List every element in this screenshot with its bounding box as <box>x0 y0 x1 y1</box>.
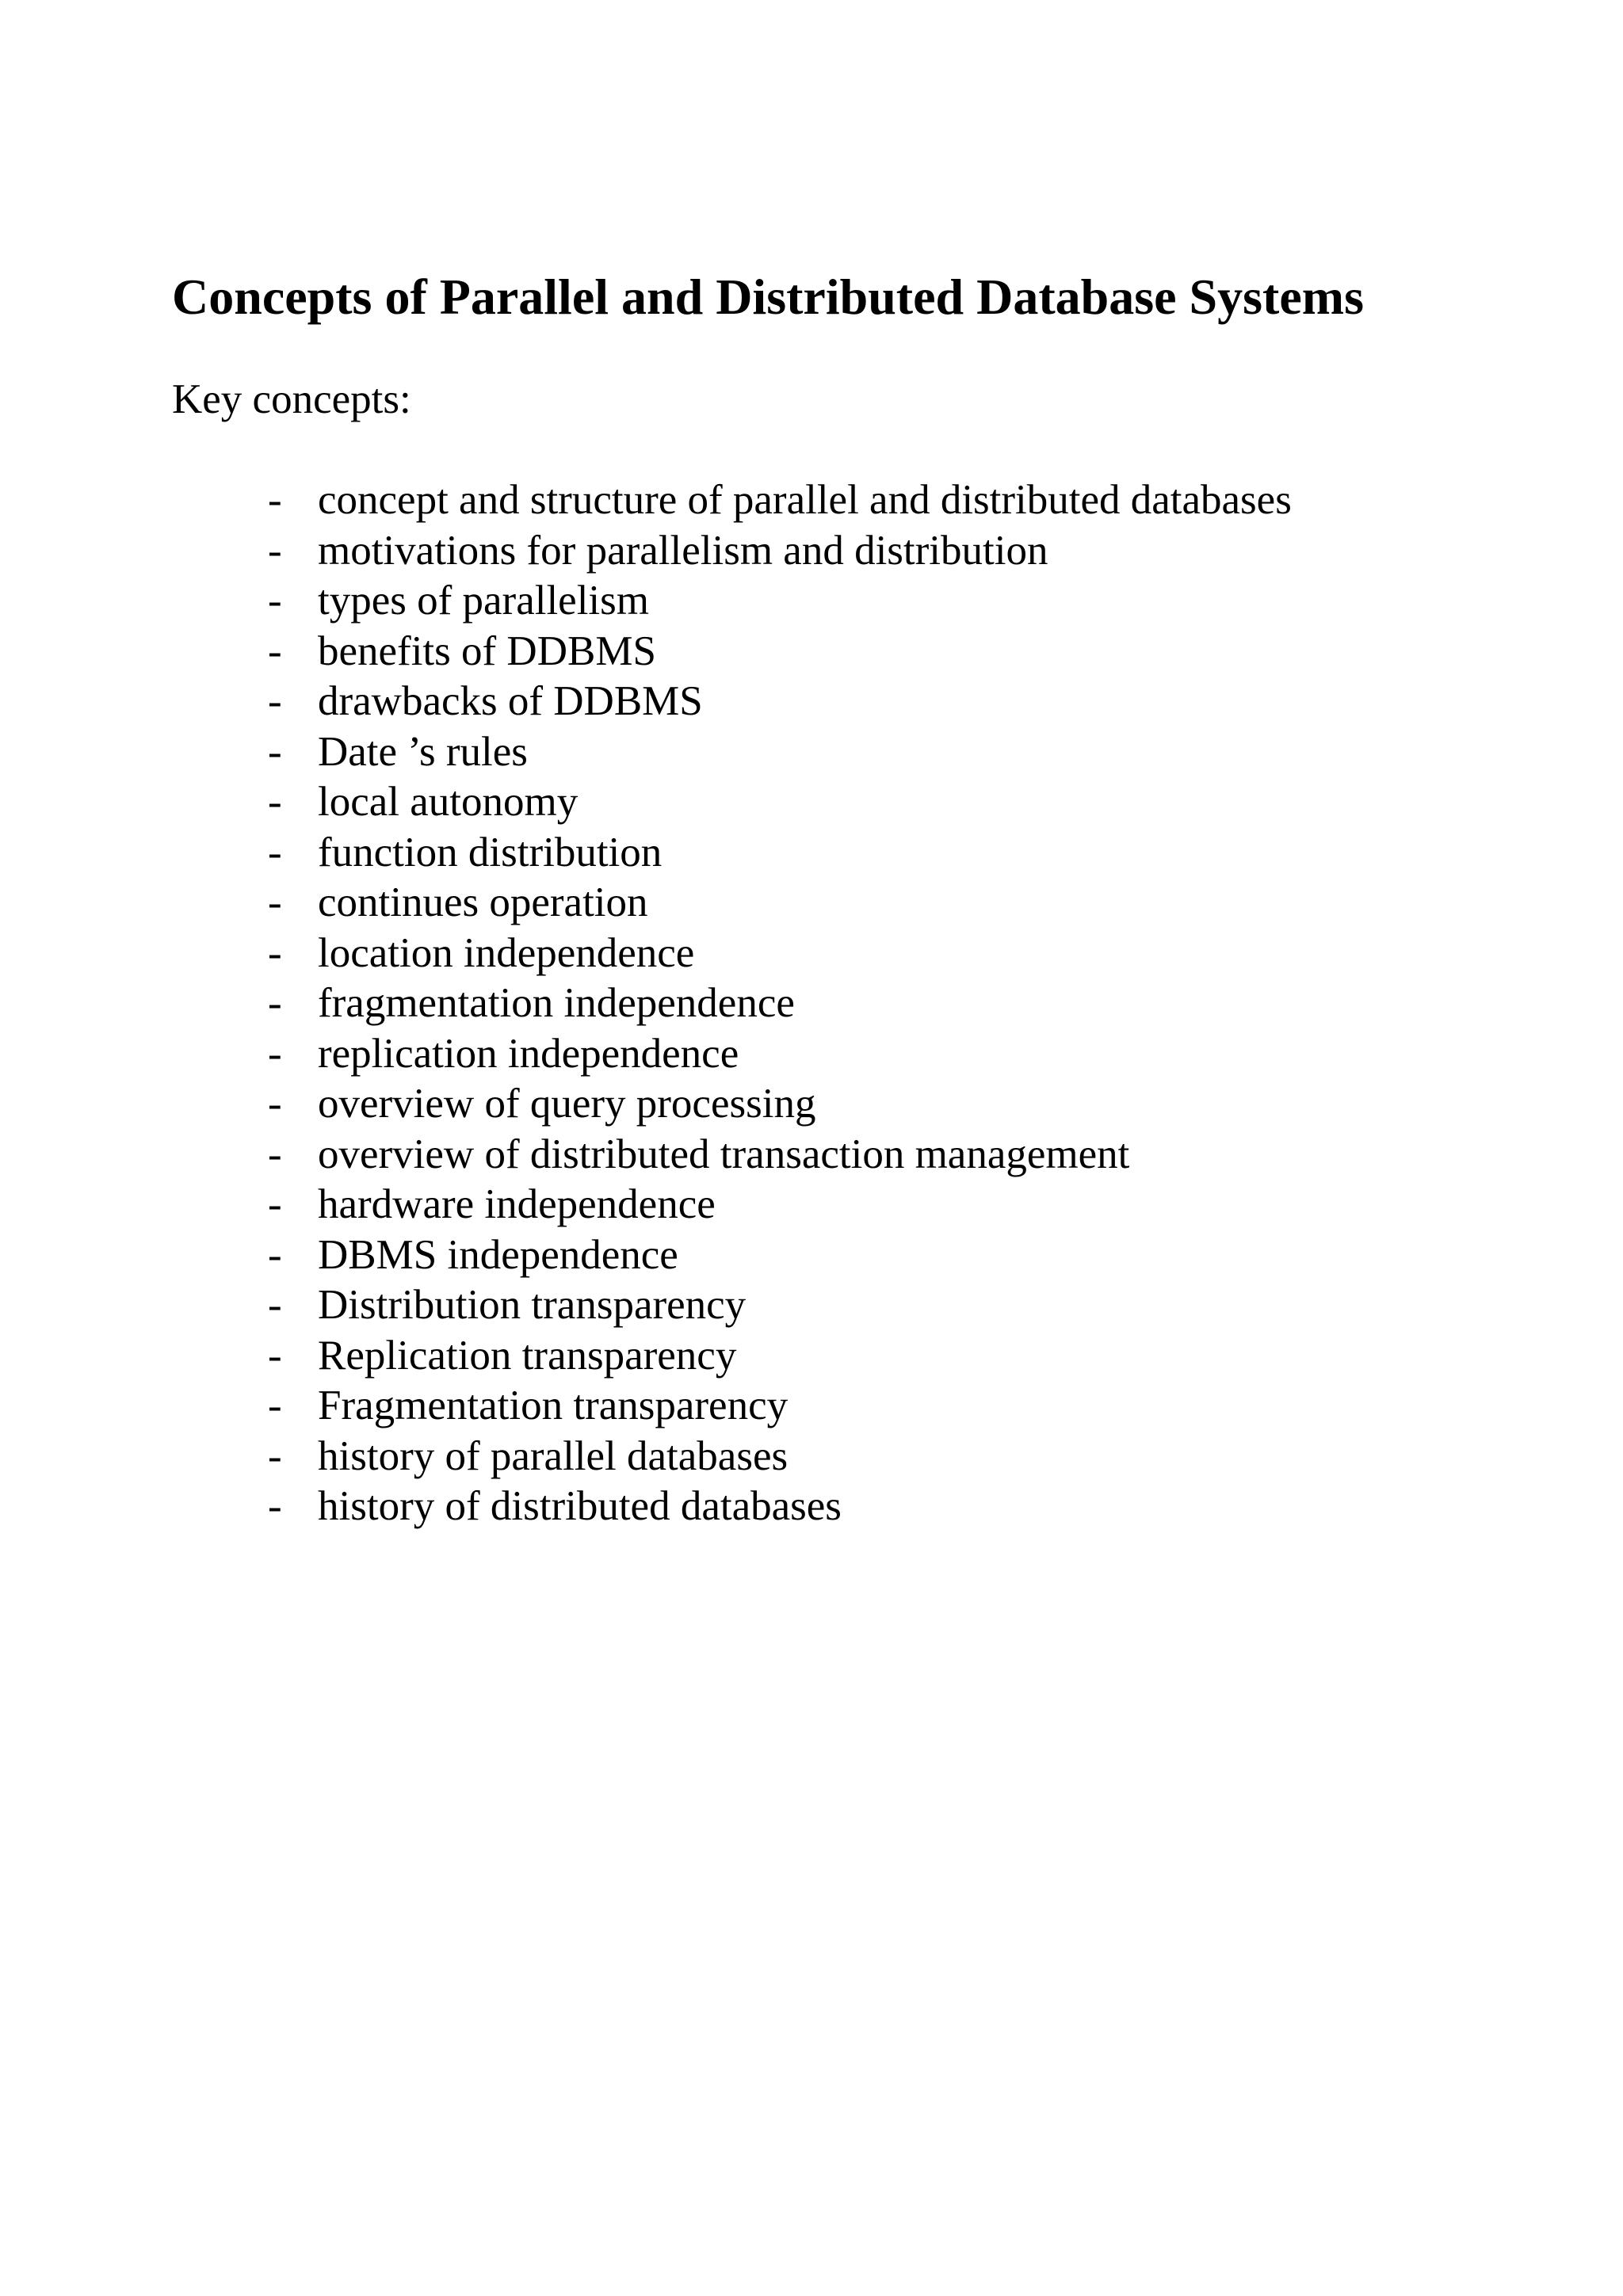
list-item-text: drawbacks of DDBMS <box>318 678 703 724</box>
list-item-text: Replication transparency <box>318 1332 737 1379</box>
list-item-text: DBMS independence <box>318 1231 678 1278</box>
intro-text: Key concepts: <box>172 376 411 422</box>
bullet-dash: - <box>268 477 282 523</box>
bullet-dash: - <box>268 779 282 825</box>
bullet-dash: - <box>268 929 282 976</box>
bullet-dash: - <box>268 1483 282 1529</box>
bullet-dash: - <box>268 1081 282 1127</box>
bullet-dash: - <box>268 829 282 875</box>
bullet-dash: - <box>268 578 282 624</box>
list-item-text: function distribution <box>318 829 663 875</box>
bullet-dash: - <box>268 1282 282 1328</box>
list-item-text: history of distributed databases <box>318 1483 842 1529</box>
list-item-text: replication independence <box>318 1030 739 1077</box>
bullet-dash: - <box>268 1432 282 1479</box>
bullet-dash: - <box>268 980 282 1026</box>
list-item-text: types of parallelism <box>318 578 649 624</box>
bullet-dash: - <box>268 678 282 724</box>
list-item-text: fragmentation independence <box>318 980 795 1026</box>
list-item-text: overview of distributed transaction management <box>318 1131 1130 1177</box>
list-item-text: Fragmentation transparency <box>318 1383 789 1428</box>
list-item-text: motivations for parallelism and distribution <box>318 527 1048 574</box>
list-item-text: overview of query processing <box>318 1081 816 1127</box>
bullet-dash: - <box>268 1181 282 1227</box>
page-title: Concepts of Parallel and Distributed Database Systems <box>172 269 1364 325</box>
list-item-text: history of parallel databases <box>318 1432 789 1479</box>
list-item-text: concept and structure of parallel and distributed databases <box>318 477 1292 523</box>
list-item-text: local autonomy <box>318 779 579 825</box>
bullet-dash: - <box>268 1383 282 1428</box>
bullet-dash: - <box>268 627 282 674</box>
bullet-dash: - <box>268 879 282 925</box>
bullet-dash: - <box>268 728 282 775</box>
list-item-text: benefits of DDBMS <box>318 627 656 674</box>
list-item-text: Date ’s rules <box>318 728 528 775</box>
bullet-dash: - <box>268 1231 282 1278</box>
bullet-dash: - <box>268 1131 282 1177</box>
bullet-dash: - <box>268 1030 282 1077</box>
bullet-dash: - <box>268 1332 282 1379</box>
list-item-text: location independence <box>318 929 695 976</box>
list-item-text: hardware independence <box>318 1181 716 1227</box>
bullet-dash: - <box>268 527 282 574</box>
list-item-text: Distribution transparency <box>318 1282 747 1328</box>
list-item-text: continues operation <box>318 879 648 925</box>
